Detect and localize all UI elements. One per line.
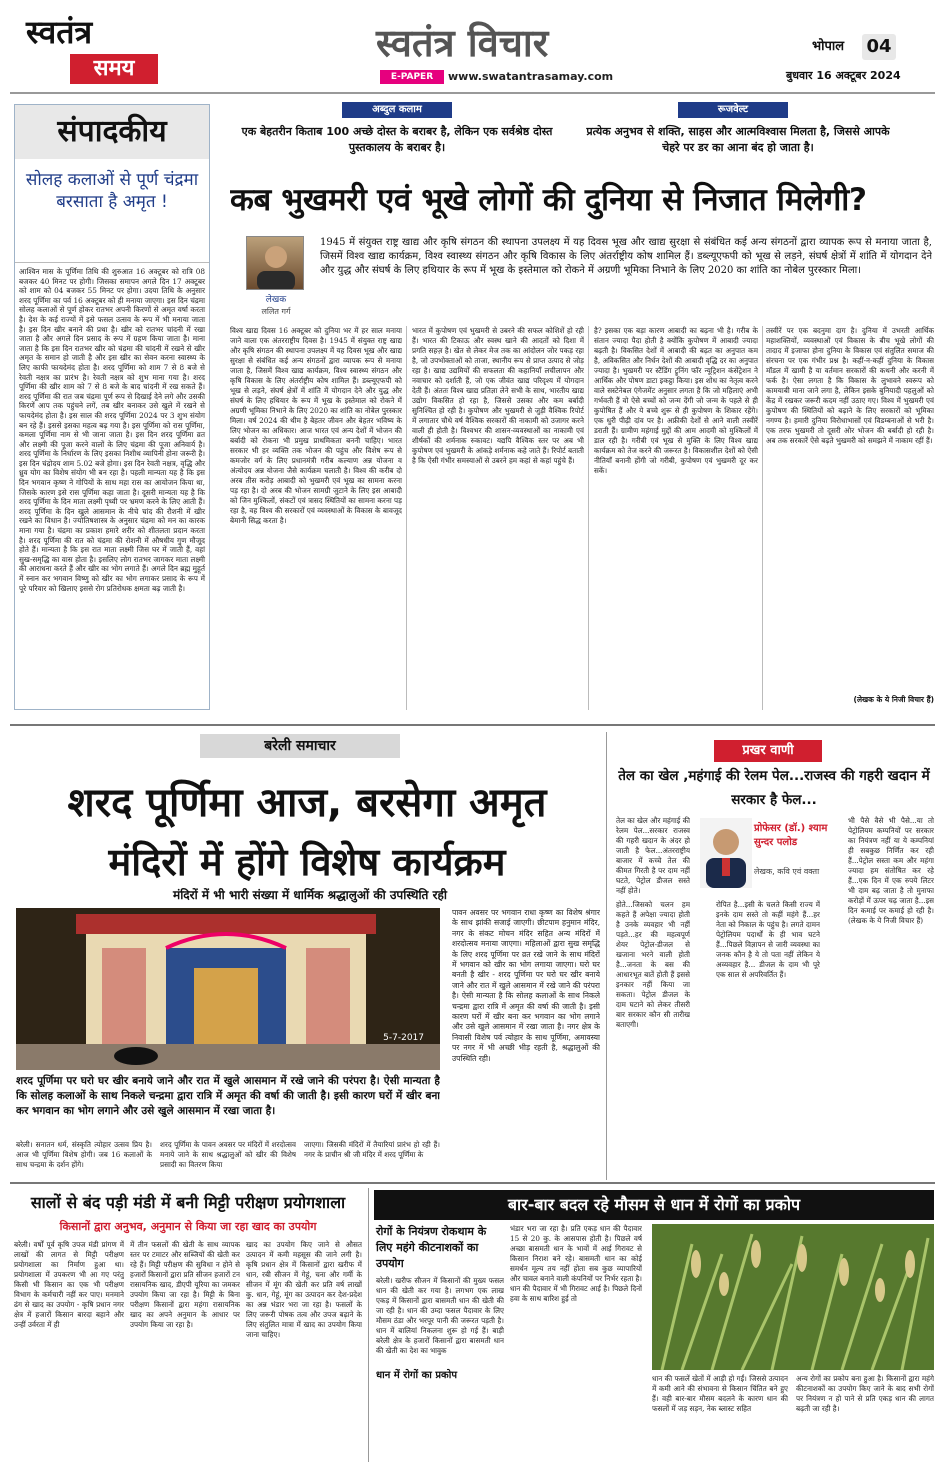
quote-text-1: एक बेहतरीन किताब 100 अच्छे दोस्त के बराबर है, लेकिन एक सर्वश्रेष्ठ दोस्त पुस्तकालय के बराबर है। [241,125,553,154]
paddy-photo [652,1224,934,1370]
mandi-subhead: किसानों द्वारा अनुभव, अनुमान से किया जा रहा खाद का उपयोग [59,1220,317,1233]
mausam-box-heading: धान में रोगों का प्रकोप [376,1370,458,1381]
epaper-badge: E-PAPER [380,70,444,84]
editorial-body: आश्विन मास के पूर्णिमा तिथि की शुरुआत 16 अक्टूबर को रात्रि 08 बजकर 40 मिनट पर होगी। जिसका समापन अगले दिन 17 अक्टूबर को शाम को 04 बजकर 55 मिनट पर होगा। उदया तिथि के अनुसार शरद पूर्णिमा का पर्व 16 अक्टूबर को ही मनाया जाएगा। इस दिन चंद्रमा सोलह कलाओं से पूर्ण होकर रातभर अपनी किरणों से अमृत वर्षा करता है। देश के कई राज्यों में इसे फसल उत्सव के रूप में भी मनाया जाता है। इस दिन खीर बनाने की प्रथा है। खीर को रातभर चांदनी में रखा जाता है और अगले दिन प्रसाद के रूप में ग्रहण किया जाता है। माना जाता है कि इस दिन रातभर खीर को चंद्रमा की चांदनी में रखने से खीर अमृत के समान हो जाती है और इस खीर का सेवन करना स्वास्थ्य के लिए काफी फायदेमंद होता है। शरद पूर्णिमा को शाम 7 से 8 बजे से रेवती नक्षत्र का प्रारंभ है। रेवती नक्षत्र को शुभ माना गया है। शरद पूर्णिमा की खीर शाम को 7 से 8 बजे के बाद चांदनी में रख सकते हैं। शरद पूर्णिमा की रात जब चंद्रमा पूर्ण रूप से दिखाई देने लगे और उसकी किरणें आप तक पहुंचने लगें, तब खीर बनाकर उसे खुले में रखने से फायदेमंद होता है। इस साल की शरद पूर्णिमा 2024 पर 3 शुभ संयोग बन रहे हैं। इससे इसका महत्व बढ़ गया है। इस पूर्णिमा को रास पूर्णिमा, कमला पूर्णिमा नाम से भी जाना जाता है। इस दिन शरद पूर्णिमा व्रत और लक्ष्मी की पूजा करने वालों के लिए चंद्रमा की पूजा अनिवार्य है। शरद पूर्णिमा के निर्धारण के लिए इसका निशीथ व्यापिनी होना जरूरी है। इस दिन चंद्रोदय शाम 5.02 बजे होगा। इस दिन रेवती नक्षत्र, वृद्धि और ध्रुव योग का विशेष संयोग भी बन रहा है। पहली मान्यता यह है कि इस दिन भगवान कृष्ण ने गोपियों के साथ महा रास का आयोजन किया था, जिसके कारण इसे रास पूर्णिमा कहा जाता है। दूसरी मान्यता यह है कि शरद पूर्णिमा के दिन माता लक्ष्मी पृथ्वी पर भ्रमण करने के लिए आती हैं। शरद पूर्णिमा के दिन खुले आसमान के नीचे चांद की रौशनी में खीर रखने का विधान है। ज्योतिषशास्त्र के अनुसार चंद्रमा को मन का कारक माना गया है। चंद्रमा का प्रकाश हमारे शरीर को शीतलता प्रदान करता है। शरद पूर्णिमा की रात को चंद्रमा की रोशनी में औषधीय गुण मौजूद होते हैं। मान्यता है कि इस रात माता लक्ष्मी जिस घर में जाती हैं, वहां सुख-समृद्धि का वास होता है। इसलिए लोग रातभर जागकर माता लक्ष्मी की आराधना करते हैं और खीर का भोग लगाते हैं। अगले दिन ब्रह्म मुहूर्त में स्नान कर भगवान विष्णु को खीर का भोग लगाकर प्रसाद के रूप में पूरे परिवार को खिलाए इससे रोग प्रतिरोधक क्षमता बढ़ जाती है। [19,267,205,593]
quote-text-2: प्रत्येक अनुभव से शक्ति, साहस और आत्मविश्वास मिलता है, जिससे आपके चेहरे पर डर का आना बंद हो जाता है। [586,125,890,154]
author-label: लेखक [265,295,287,305]
prakhar-col-1: होते...जिसको चलन हम कहते हैं अपेक्षा ज्यादा होती है उनके व्यवहार भी नहीं पड़ते...हर की महत्वपूर्ण शेयर पेट्रोल-डीजल से खजाना भरने वाली होती है...जनता के बस की आधारभूत बातें होती हैं इससे इनकार नहीं किया जा सकता। पेट्रोल डीजल के दाम घटाने को लेकर तीसरी बार सरकार कौन सी तारीख बताएगी। [616,900,690,1029]
photo-caption: शरद पूर्णिमा पर घरो घर खीर बनाये जाने और रात में खुले आसमान में रखे जाने की परंपरा है। ऐसी मान्यता है कि सोलह कलाओं के साथ निकले चन्द्रमा द्वारा रात्रि में अमृत की वर्षा की जाती है। इसी कारण घरों में खीर बना कर भगवान का भोग लगाने और उसे खुले आसमान में रखा जाता है। [16,1075,440,1117]
section-divider-vertical [368,1188,369,1462]
website-link[interactable]: www.swatantrasamay.com [448,70,614,83]
bareilly-bottom-col-1: बरेली। सनातन धर्म, संस्कृति त्योहार उत्सव प्रिय है। आज भी पूर्णिमा विशेष होगी। जब 16 कलाओं के साथ चन्द्रमा के दर्शन होंगे। [16,1140,152,1169]
mausam-col-1b [376,1388,504,1462]
prakhar-tag: प्रखर वाणी [714,740,822,762]
lead-col-2: भारत में कुपोषण एवं भुखमरी से उबरने की सफल कोशिशें हो रही हैं। भारत की टिकाऊ और स्वस्थ खाने की आदतों को दिशा में प्रगति सहज़ है। खेत से लेकर मेज तक का आंदोलन जोर पकड़ रहा है, जो उपभोक्ताओं को ताजा, स्थानीय रूप से प्राप्त उत्पाद से जोड़ रहा है। खाद्य उद्यमियों की सफलता की कहानियाँ लचीलापन और नवाचार को दर्शाती हैं, जो एक जीवंत खाद्य परिदृश्य में योगदान देती हैं। अंततः विश्व खाद्य प्रतिज्ञा लेने सभी के साथ, भारतीय खाद्य उद्योग विकसित हो रहा है, जिससे उसका और कम बर्बादी सुनिश्चित हो रही है। कुपोषण और भुखमरी से जुड़ी वैश्विक रिपोर्ट में लगातार चौथे वर्ष वैश्विक सरकारों की नाकामी को उजागर करने वाली ही होती है। विश्वभर की शासन-व्यवस्थाओं का नाकामी एवं शीर्षकों की शर्मनाक रुकावट। यद्यपि वैश्विक स्तर पर अब भी कुपोषण एवं भुखमरी के आंकड़े शर्मनाक कहे जाते हैं। रिपोर्ट बताती है कि ऐसी गंभीर समस्याओं से उबरने हम कहां से कहां पहुंचे हैं। [412,326,584,465]
prakhar-col-2: रोपित है...इसी के चलते किसी राज्य में इनके दाम सस्ते तो कहीं महंगे हैं...हर नेता को निकाल के पहुंच है। लगते दामन पेट्रोलियम पदार्थों के ही भाव घटने हैं...पिछले विज्ञापन से जारी व्यवस्था का जनक कौन है ये तो पता नहीं लेकिन ये अव्यवहार है... डीजल के दाम भी पूरे एक साल से अपरिवर्तित हैं। [716,900,820,979]
mausam-col-2: भंडार भरा जा रहा है। प्रति एकड़ धान की पैदावार 15 से 20 कु. के आसपास होती है। पिछले वर्ष अच्छा बासमती धान के भावों में आई गिरावट से किसान निराश बने रहे। बासमती धान का कोई समर्थन मूल्य तय नहीं होता सब कुछ व्यापारियों और चावल बनाने वाली कंपनियों पर निर्भर रहता है। धान की पैदावार में भी गिरावट आई है। पिछले दिनों हवा के साथ बारिश हुई तो [510,1224,642,1303]
editorial-header: संपादकीय [15,105,209,159]
bareilly-tag: बरेली समाचार [200,734,400,758]
editorial [14,104,210,710]
mandi-col-1: बरेली। वर्षों पूर्व कृषि उपज मंडी प्रांगण में लाखों की लागत से मिट्टी परीक्षण प्रयोगशाला का निर्माण हुआ था। प्रयोगशाला में उपकरण भी आ गए परंतु किसी भी किसान का एक भी परीक्षण विभाग के कर्मचारी नहीं कर पाए। मनमाने ढंग से खाद का उपयोग - कृषि प्रधान नगर क्षेत्र में हजारों किसान बारदा बहाने और उन्हीं उर्वरता में ही [14,1240,124,1329]
bareilly-bottom-col-3: जाएगा। जिसकी मंदिरों में तैयारियां प्रारंभ हो रही हैं। नगर के प्राचीन श्री जी मंदिर में शरद पूर्णिमा के [304,1140,440,1159]
author-name: ललित गर्ग [261,307,291,316]
lead-col-4: तस्वीरें पर एक बदनुमा दाग है। दुनिया में उभरती आर्थिक महाशक्तियों, व्यवस्थाओं एवं विकास के बीच भूखे लोगों की तादाद में इजाफा होना दुनिया के विकास एवं संतुलित समाज की संरचना पर एक गंभीर प्रश्न है। कहीं-न-कहीं दुनिया के विकास मॉडल में खामी है या वर्तमान सरकारों की कथनी और करनी में फर्क है। ऐसा लगता है कि विकास के लुभावने स्वरूप को कामयाबी माना जाने लगा है, लेकिन इसके बुनियादी पहलुओं को केंद्र में रखकर जरूरी कदम नहीं उठाए गए। विश्व में भुखमरी एवं कुपोषण की स्थितियों को बढ़ाने के लिए सरकारों को भूमिका नगण्य है। हमारी दुनिया विरोधाभासों एवं विडम्बनाओं से भरी है। एक तरफ भुखमरी तो दूसरी ओर भोजन की बर्बादी हो रही है। अब तक सरकारें ऐसे बढ़ते भुखमरी को समझने में नाकाम रहीं हैं। [766,326,934,445]
bareilly-headline-2: मंदिरों में होंगे विशेष कार्यक्रम [108,840,506,884]
bareilly-right-col: पावन अवसर पर भगवान राधा कृष्ण का विशेष श्रंगार के साथ झांकी सजाई जाएगी। छीटपाम हनुमान मंदिर, नगर के संकट मोचन मंदिर सहित अन्य मंदिरों में शरदोत्सव मनाया जाएगा। महिलाओं द्वारा सुख समृद्धि के लिए शरद पूर्णिमा पर व्रत रखे जाने के साथ मंदिरों में भगवान को खीर का भोग लगाया जाएगा। घरो घर बनती है खीर - शरद पूर्णिमा पर घरो घर खीर बनाये जाने और रात में खुले आसमान में रखे जाने की परंपरा है। ऐसी मान्यता है कि सोलह कलाओं के साथ निकले चन्द्रमा द्वारा रात्रि में अमृत की वर्षा की जाती है। इसी कारण घरों में खीर बना कर भगवान का भोग लगाने और उसे खुले आसमान में रखा जाता है। नगर क्षेत्र के निवासी विशेष पर्व त्योहार के साथ पूर्णिमा, अमावस्या पर नगर में भी अच्छी भीड़ रहती है, श्रद्धालुओं की उपस्थिति रही। [452,908,600,1063]
mausam-headline: बार-बार बदल रहे मौसम से धान में रोगों का प्रकोप [374,1190,934,1220]
date-label: बुधवार 16 अक्टूबर 2024 [786,69,901,82]
mausam-col-1: बरेली। खरीफ सीजन में किसानों की मुख्य फसल धान की खेती कर गया है। लगभग एक लाख एकड़ में किसानों द्वारा बासमती धान की खेती की जा रही है। धान की उम्दा फसल पैदावार के लिए मौसम ठंडा और भरपूर पानी की जरूरत पड़ती है। धान में बालियां निकलना शुरू हो गई हैं। बाड़ी बरेली क्षेत्र के हजारों किसानों द्वारा बासमती धान की खेती का देश का भावुक [376,1276,504,1355]
section-divider [10,724,935,726]
prakhar-headline: तेल का खेल ,महंगाई की रेलम पेल...राजस्व की गहरी खदान में सरकार है फेल... [618,768,930,808]
logo-top-text: स्वतंत्र [26,13,93,51]
lead-col-1: विश्व खाद्य दिवस 16 अक्टूबर को दुनिया भर में हर साल मनाया जाने वाला एक अंतरराष्ट्रीय दिवस है। 1945 में संयुक्त राष्ट्र खाद्य और कृषि संगठन की स्थापना उपलक्ष्य में यह दिवस भूख और खाद्य सुरक्षा से संबंधित कई अन्य संगठनों द्वारा व्यापक रूप से मनाया जाता है, जिसमें विश्व खाद्य कार्यक्रम, विश्व स्वास्थ्य संगठन और कृषि विकास के लिए अंतर्राष्ट्रीय कोष शामिल हैं। डब्ल्यूएफपी को भूख से लड़ने, संघर्ष क्षेत्रों में शांति में योगदान देने और युद्ध और संघर्ष के लिए हथियार के रूप में भूख के इस्तेमाल को रोकने में अग्रणी भूमिका निभाने के लिए 2020 का शांति का नोबेल पुरस्कार मिला। वर्ष 2024 की थीम है बेहतर जीवन और बेहतर भविष्य के लिए भोजन का अधिकार। आज भारत एवं अन्य देशों में भोजन की बर्बादी को रोकना भी प्रमुख प्राथमिकता बननी चाहिए। भारत सरकार भी हर व्यक्ति तक भोजन की पहुंच और विशेष रूप से कमजोर वर्ग के लिए प्रधानमंत्री गरीब कल्याण अन्न योजना व अंत्योदय अन्न योजना जैसे कार्यक्रम चलाती है। विश्व की करीब दो अरब तीस करोड़ आबादी को भुखमरी एवं भूख का सामना करना पड़ रहा है। दो अरब की भोजन सामग्री जुटाने के लिए इस आबादी को जिन मुश्किलों, संकटों एवं त्रासद स्थितियों का सामना करना पड़ रहा है, वह विश्व की सरकारों एवं व्यवस्थाओं के विकास के बावजूद बेमानी सिद्ध करता है। [230,326,402,525]
page-title: स्वतंत्र विचार [376,21,549,65]
lead-headline: कब भुखमरी एवं भूखे लोगों की दुनिया से निजात मिलेगी? [230,182,867,218]
section-divider [10,1182,935,1184]
quote-author-2: रूजवेल्ट [678,102,788,118]
prakhar-author-name: प्रोफेसर (डॉ.) श्याम सुन्दर पलोड [754,823,828,848]
masthead [0,0,945,96]
mandi-col-2: में तीन फसलों की खेती के साथ व्यापक स्तर पर टमाटर और सब्जियों की खेती कर रहे हैं। मिट्टी परीक्षण की सुविधा न होने से हजारों किसानों द्वारा प्रति सीजन हजारों टन रासायनिक खाद, डीएपी यूरिया का जमकर उपयोग किया जा रहा है। मिट्टी के बिना परीक्षण किसानों द्वारा महंगा रासायनिक खाद का अपने अनुमान के आधार पर उपयोग किया जा रहा है। [130,1240,240,1329]
mausam-subhead: रोगों के नियंत्रण रोकथाम के लिए महंगे कीटनाशकों का उपयोग [376,1225,487,1270]
city-label: भोपाल [812,39,845,54]
temple-photo [16,908,440,1070]
bareilly-bottom-col-2: शरद पूर्णिमा के पावन अवसर पर मंदिरों में शरदोत्सव मनाये जाने के साथ श्रद्धालुओं को खीर की विशेष प्रसादी का वितरण किया [160,1140,296,1169]
page-number: 04 [862,34,896,60]
prakhar-author-role: लेखक, कवि एवं वक्ता [754,867,820,876]
mandi-col-3: खाद का उपयोग किए जाने से औसत उत्पादन में कमी महसूस की जाने लगी है। कृषि प्रधान क्षेत्र में किसानों द्वारा खरीफ में धान, रबी सीजन में गेहूं, चना और गर्मी के सीजन में मूंग की खेती कर प्रति वर्ष लाखों कु. धान, गेहूं, मूंग का उत्पादन कर देश-प्रदेश का अन्न भंडार भरा जा रहा है। फसलों के लिए जरूरी पोषक तत्व और उपज बढ़ाने के लिए संतुलित मात्रा में खाद का उपयोग किया जाना चाहिए। [246,1240,362,1339]
prakhar-intro: तेल का खेल और महंगाई की रेलम पेल...सरकार राजस्व की गहरी खदान के अंदर हो जाती है फेल...अंतरराष्ट्रीय बाजार में कच्चे तेल की कीमत गिरती है पर दाम नहीं घटते, पेट्रोल डीजल सस्ते नहीं होते। [616,816,690,895]
section-divider-vertical [606,732,607,1180]
editorial-headline: सोलह कलाओं से पूर्ण चंद्रमा बरसाता है अमृत ! [15,159,209,263]
photo-date-stamp: 5-7-2017 [383,1033,424,1043]
lead-credit: (लेखक के ये निजी विचार हैं) [853,695,934,704]
prakhar-col-3: भी पैसे वैसे भी पैसे...या तो पेट्रोलियम कम्पनियों पर सरकार का नियंत्रण नहीं या ये कम्पनियां ही सबकुछ निर्णित कर रही हैं...पेट्रोल सस्ता कम और महंगा ज्यादा हम संतोषित कर रहे हैं...एक दिन में एक रुपये लिटर भी दाम बढ़ जाता है तो मुनाफा करोड़ों में ऊपर चढ़ जाता है...इस दिन कमाई पर कमाई हो रही है। (लेखक के ये निजी विचार हैं) [848,816,934,925]
logo-bottom-text: समय [70,54,158,84]
bareilly-headline-1: शरद पूर्णिमा आज, बरसेगा अमृत [67,780,547,826]
mausam-col-4: अन्य रोगों का प्रकोप बना हुआ है। किसानों द्वारा महंगे कीटनाशकों का उपयोग किए जाने के बाद सभी रोगों पर नियंत्रण न हो पाने से प्रति एकड़ धान की लागत बढ़ती जा रही है। [796,1374,934,1413]
masthead-divider [10,92,935,94]
prakhar-author-photo [700,818,752,888]
quote-author-1: अब्दुल कलाम [342,102,452,118]
quote-box-1 [232,102,562,164]
lead-col-3: है? इसका एक बड़ा कारण आबादी का बढ़ना भी है। गरीब के संतान ज्यादा पैदा होती है क्योंकि कुपोषण में आबादी ज्यादा बढ़ती है। विकसित देशों में आबादी की बढ़त का अनुपात कम है, अविकसित और निर्धन देशों की आबादी वृद्धि दर का अनुपात ज्यादा है। भुखमरी पर स्टैंडिंग ट्रूनिंग फॉर न्यूट्रिशन कंसेंट्रेशन ने आर्थिक और पोषण डाटा इकट्ठा किया। इस शोध का नेतृत्व करने वाले सस्टेनेबल एंगेजमेंट अनुसार लगता है कि जो महिलाएं अभी गर्भवती हैं वो ऐसे बच्चों को जन्म देंगी जो जन्म के पहले से ही कुपोषित हैं और ये बच्चे शुरू से ही कुपोषण के शिकार रहेंगे। एक धुरी पीढ़ी दांव पर है। अफ्रीकी देशों से आने वाली तस्वीरें डराती हैं। ग्रामीण महंगाई मुद्दों की आम आदमी को मुश्किलों में डाल रही है। गरीबी एवं भूख से मुक्ति के लिए विश्व खाद्य कार्यक्रम को तेज करने की जरूरत है। विकासशील देशों को ऐसी नीतियाँ बनानी होंगी जो गरीबी, कुपोषण एवं भुखमरी दूर कर सकें। [594,326,758,475]
mausam-col-3: धान की फसलें खेतों में आड़ी हो गईं। जिससे उत्पादन में कमी आने की संभावना से किसान चिंतित बने हुए हैं। वही बार-बार मौसम बदलने के कारण धान की फसलों में जड़ सड़न, नेक ब्लास्ट सहित [652,1374,788,1413]
author-block [240,236,310,302]
col-divider [406,326,407,710]
col-divider [588,326,589,710]
author-photo [246,236,304,290]
mandi-headline: सालों से बंद पड़ी मंडी में बनी मिट्टी परीक्षण प्रयोगशाला [30,1193,346,1212]
bareilly-subhead: मंदिरों में भी भारी संख्या में धार्मिक श्रद्धालुओं की उपस्थिति रही [173,888,447,902]
lead-intro: 1945 में संयुक्त राष्ट्र खाद्य और कृषि संगठन की स्थापना उपलक्ष्य में यह दिवस भूख और खाद्य सुरक्षा से संबंधित कई अन्य संगठनों द्वारा व्यापक रूप से मनाया जाता है, जिसमें विश्व खाद्य कार्यक्रम, विश्व स्वास्थ्य संगठन और कृषि विकास के लिए अंतर्राष्ट्रीय कोष शामिल हैं। डब्ल्यूएफपी को भूख से लड़ने, संघर्ष क्षेत्रों में शांति में योगदान देने और युद्ध और संघर्ष के लिए हथियार के रूप में भूख के इस्तेमाल को रोकने में अग्रणी भूमिका निभाने के लिए 2020 का शांति का नोबेल पुरस्कार मिला। [320,237,932,276]
logo[interactable] [26,14,158,86]
col-divider [762,326,763,710]
quote-box-2 [578,102,898,164]
